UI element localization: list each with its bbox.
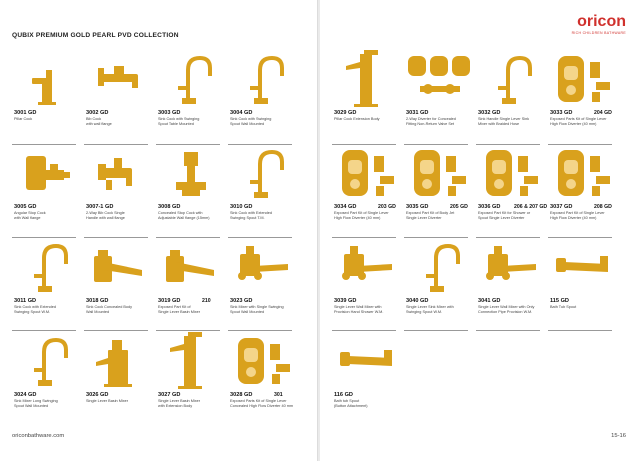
product-card (156, 142, 228, 232)
product-description: Single Lever Wall Mixer with Only Connection Pipe Provision W.M. (478, 305, 535, 314)
product-description: Sink Cock Concealed Body Wall Mounted (86, 305, 133, 314)
row-divider (548, 237, 612, 238)
product-description: Sink Handle Single Lever Sink Mixer with Braided Hose (478, 117, 530, 126)
product-code: 3005 GD (14, 204, 37, 210)
product-card (228, 330, 300, 420)
wall-spout-icon (156, 236, 228, 298)
row-divider (84, 330, 148, 331)
product-description: Exposed Part Kit of Single Lever High Flow Diverter (40 mm) (334, 211, 389, 220)
website-footer[interactable]: oriconbathware.com (12, 433, 65, 439)
product-card (84, 48, 156, 138)
product-description: Concealed Stop Cock with Adjustable Wall flange (15mm) (158, 211, 210, 220)
product-card (332, 330, 404, 420)
diverter-set-icon (404, 48, 476, 110)
row-divider (12, 237, 76, 238)
brand-wordmark: oricon (577, 13, 626, 30)
bath-spout-icon (332, 330, 404, 392)
row-divider (12, 144, 76, 145)
product-card (84, 142, 156, 232)
bath-spout-icon (548, 236, 620, 298)
product-description: Pillar Cock (14, 117, 33, 121)
row-divider (228, 330, 292, 331)
product-card (404, 236, 476, 326)
row-divider (404, 330, 468, 331)
product-card (548, 142, 620, 232)
product-code: 3037 GD (550, 204, 573, 210)
product-code: 3011 GD (14, 298, 37, 304)
product-description: Angular Stop Cock with Wall flange (14, 211, 46, 220)
wall-mixer-icon (228, 236, 300, 298)
product-description: 2-Way Diverter for Concealed Fitting Non-Return Valve Set (406, 117, 456, 126)
product-card (84, 236, 156, 326)
product-description: Exposed Part Kit of Single Lever High Flow Diverter (40 mm) (550, 211, 605, 220)
product-description: Exposed Part Kit of Body Jet Single Lever Diverter (406, 211, 455, 220)
wall-mixer-icon (476, 236, 548, 298)
row-divider (156, 237, 220, 238)
diverter-plate-icon (548, 48, 620, 110)
product-card (156, 48, 228, 138)
product-code: 3004 GD (230, 110, 253, 116)
collection-title: QUBIX PREMIUM GOLD PEARL PVD COLLECTION (12, 32, 179, 39)
secondary-code: 210 (202, 298, 211, 304)
product-card (476, 48, 548, 138)
page-numbers: 15-16 (611, 433, 626, 439)
product-card (84, 330, 156, 420)
product-code: 3029 GD (334, 110, 357, 116)
product-code: 3007-1 GD (86, 204, 114, 210)
product-description: Bath tub Spout (Button Attachment) (334, 399, 368, 408)
product-code: 3031 GD (406, 110, 429, 116)
product-code: 116 GD (334, 392, 353, 398)
product-description: Exposed Part Kit for Shower or Spout Single Lever Diverter (478, 211, 531, 220)
secondary-code: 204 GD (594, 110, 612, 116)
product-code: 3036 GD (478, 204, 501, 210)
product-code: 3024 GD (14, 392, 37, 398)
product-description: Sink Mixer Long Swinging Spout Wall Mounted (14, 399, 58, 408)
product-code: 3032 GD (478, 110, 501, 116)
row-divider (476, 330, 540, 331)
product-code: 3023 GD (230, 298, 253, 304)
row-divider (548, 330, 612, 331)
angle-cock-icon (12, 142, 84, 204)
swivel-tap-icon (156, 48, 228, 110)
product-card (156, 330, 228, 420)
row-divider (12, 330, 76, 331)
product-description: Exposed Parts Kit of Single Lever High Flow Diverter (40 mm) (550, 117, 607, 126)
product-code: 3001 GD (14, 110, 37, 116)
product-card (228, 236, 300, 326)
product-code: 3008 GD (158, 204, 181, 210)
basin-mixer-icon (84, 330, 156, 392)
row-divider (156, 144, 220, 145)
product-description: Exposed Parts Kit of Single Lever Concealed High Flow Diverter 40 mm (230, 399, 294, 408)
product-description: Single Lever Basin Mixer with Extension Body (158, 399, 200, 408)
product-card (548, 236, 620, 326)
row-divider (332, 237, 396, 238)
product-code: 3041 GD (478, 298, 501, 304)
product-code: 3033 GD (550, 110, 573, 116)
product-description: Single Lever Basin Mixer (86, 399, 128, 403)
product-description: Single Lever Wall Mixer with Provision Hand Shower W.M. (334, 305, 384, 314)
brand-tagline: RICH CHILDREN BATHWARE (571, 31, 626, 35)
product-code: 115 GD (550, 298, 569, 304)
product-description: Pillar Cock Extension Body (334, 117, 380, 121)
diverter-plate-icon (548, 142, 620, 204)
product-description: Sink Mixer with Single Swinging Spout Wall Mounted (230, 305, 284, 314)
swivel-tap-icon (228, 48, 300, 110)
tall-mixer-icon (156, 330, 228, 392)
secondary-code: 206 & 207 GD (514, 204, 548, 210)
product-card (404, 48, 476, 138)
product-code: 3039 GD (334, 298, 357, 304)
product-code: 3040 GD (406, 298, 429, 304)
secondary-code: 301 (274, 392, 283, 398)
swivel-tap-icon (476, 48, 548, 110)
product-card (228, 142, 300, 232)
bib-cock-icon (84, 48, 156, 110)
swivel-tap-icon (404, 236, 476, 298)
product-code: 3003 GD (158, 110, 181, 116)
product-code: 3034 GD (334, 204, 357, 210)
row-divider (228, 144, 292, 145)
product-card (332, 236, 404, 326)
product-description: Exposed Part Kit of Single Lever Basin Mixer (158, 305, 200, 314)
product-code: 3018 GD (86, 298, 109, 304)
product-code: 3019 GD (158, 298, 181, 304)
product-code: 3010 GD (230, 204, 253, 210)
product-card (228, 48, 300, 138)
diverter-plate-icon (228, 330, 300, 392)
diverter-plate-icon (332, 142, 404, 204)
product-description: Single Lever Sink Mixer with Swinging Spout W.M. (406, 305, 454, 314)
swivel-tap-icon (12, 330, 84, 392)
secondary-code: 208 GD (594, 204, 612, 210)
product-card (332, 142, 404, 232)
product-card (12, 236, 84, 326)
product-description: Sink Cock with Extended Swinging Spout W.M. (14, 305, 56, 314)
row-divider (84, 237, 148, 238)
product-code: 3002 GD (86, 110, 109, 116)
product-card (476, 236, 548, 326)
row-divider (228, 237, 292, 238)
row-divider (156, 330, 220, 331)
product-card (12, 330, 84, 420)
product-card (548, 48, 620, 138)
row-divider (476, 237, 540, 238)
product-code: 3027 GD (158, 392, 181, 398)
product-description: Sink Cock with Extended Swinging Spout T.M. (230, 211, 272, 220)
row-divider (84, 144, 148, 145)
pillar-cock-icon (12, 48, 84, 110)
product-card (156, 236, 228, 326)
secondary-code: 205 GD (450, 204, 468, 210)
wall-mixer-icon (332, 236, 404, 298)
product-description: Bib Cock with wall flange (86, 117, 112, 126)
product-description: Sink Cock with Swinging Spout Wall Mounted (230, 117, 272, 126)
product-description: 2-Way Bib Cock Single Handle with wall flange (86, 211, 125, 220)
product-card (12, 48, 84, 138)
diverter-plate-icon (404, 142, 476, 204)
row-divider (476, 144, 540, 145)
wall-spout-icon (84, 236, 156, 298)
product-description: Bath Tub Spout (550, 305, 577, 309)
secondary-code: 203 GD (378, 204, 396, 210)
product-description: Sink Cock with Swinging Spout Table Mounted (158, 117, 200, 126)
product-code: 3028 GD (230, 392, 253, 398)
swivel-tap-icon (228, 142, 300, 204)
right-page (320, 0, 640, 461)
brand-logo (572, 14, 626, 35)
product-card (476, 142, 548, 232)
product-code: 3035 GD (406, 204, 429, 210)
row-divider (404, 237, 468, 238)
swivel-tap-icon (12, 236, 84, 298)
product-card (404, 142, 476, 232)
product-card (332, 48, 404, 138)
tall-mixer-icon (332, 48, 404, 110)
left-page (0, 0, 318, 461)
product-card (12, 142, 84, 232)
row-divider (548, 144, 612, 145)
row-divider (332, 144, 396, 145)
two-way-bib-icon (84, 142, 156, 204)
diverter-plate-icon (476, 142, 548, 204)
row-divider (332, 330, 396, 331)
concealed-stop-icon (156, 142, 228, 204)
row-divider (404, 144, 468, 145)
product-code: 3026 GD (86, 392, 109, 398)
